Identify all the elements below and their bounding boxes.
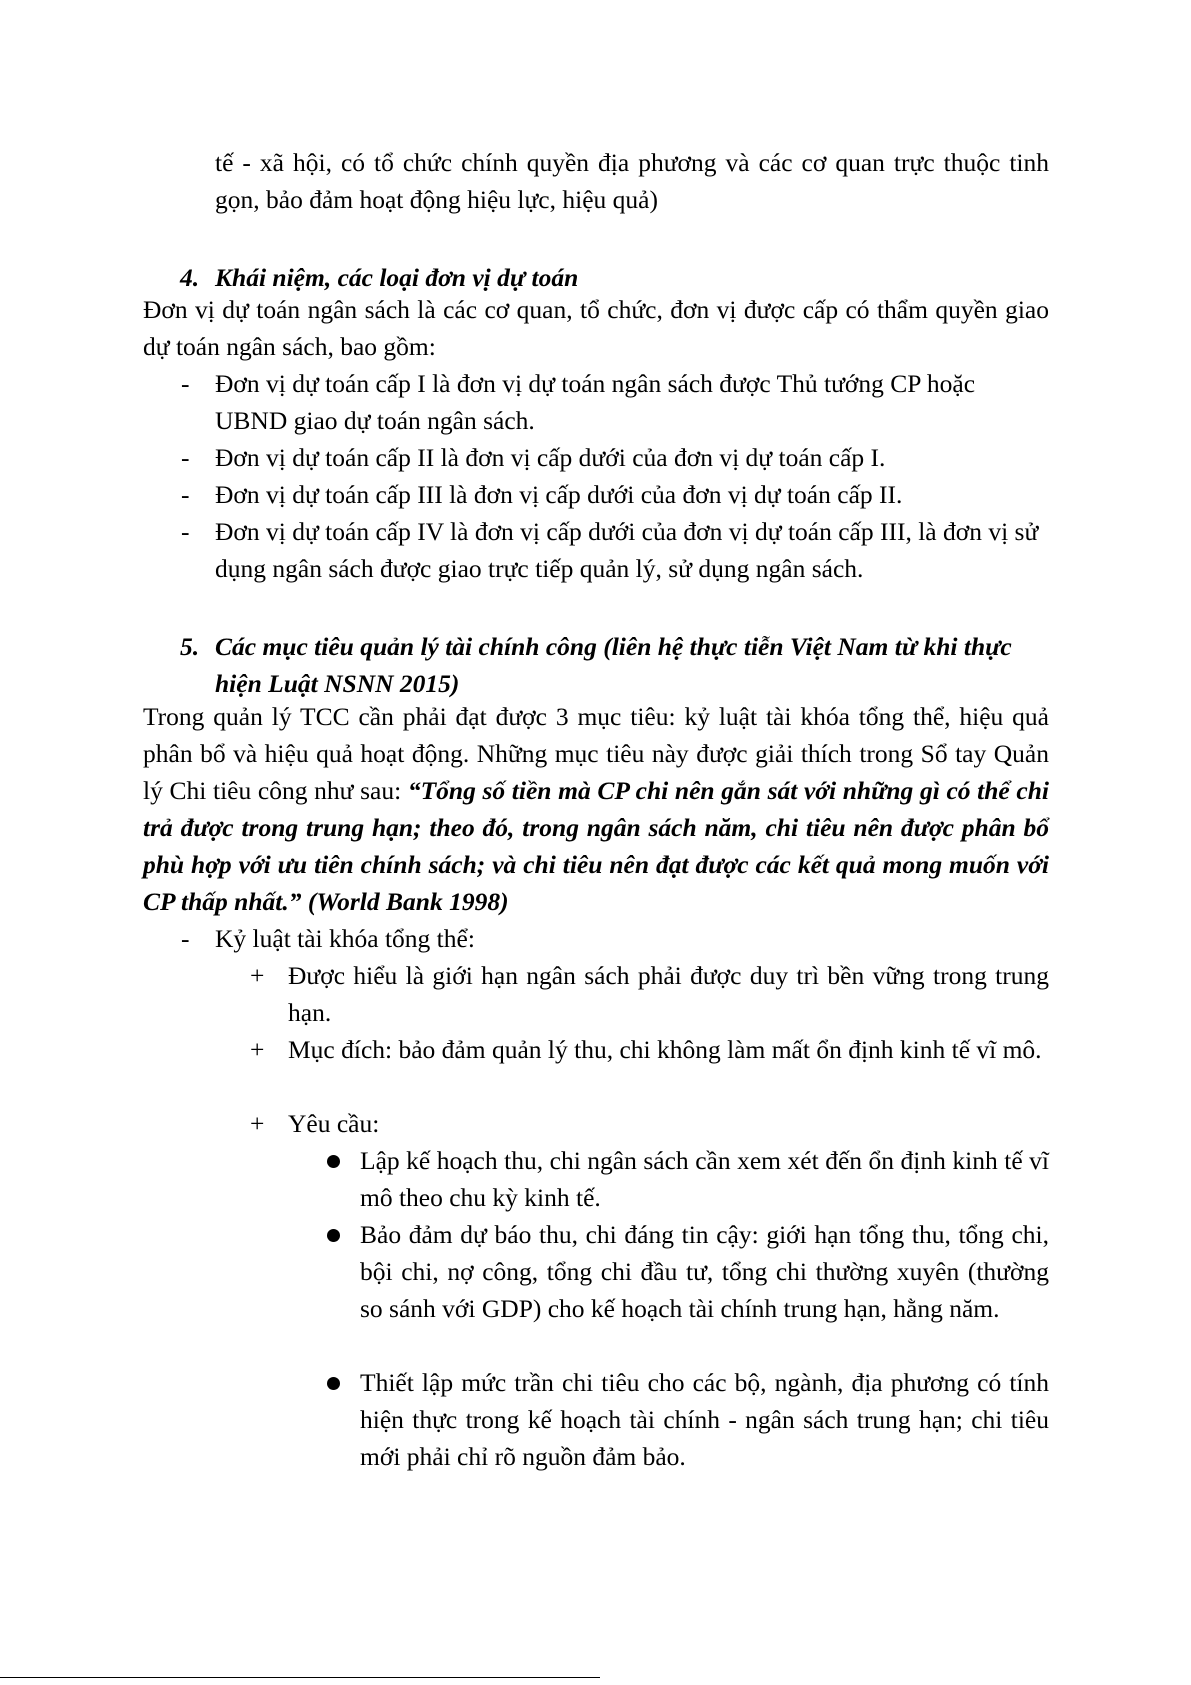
bullet-dot-icon (327, 1377, 340, 1390)
list-marker-plus: + (250, 1035, 265, 1064)
continuation-paragraph: tế - xã hội, có tổ chức chính quyền địa phương và các cơ quan trực thuộc tinh gọn, bảo đảm hoạt động hiệu lực, hiệu quả) (215, 148, 1049, 214)
list-marker-dash: - (181, 480, 190, 509)
section-4-title: Khái niệm, các loại đơn vị dự toán (215, 263, 579, 292)
world-bank-quote: “Tổng số tiền mà CP chi nên gắn sát với những gì có thể chi trả được trong trung hạn; theo đó, trong ngân sách năm, chi tiêu nên được phân bổ phù hợp với ưu tiên chính sách; và chi tiêu nên đạt được các kết quả mong muốn với CP thấp nhất.” (World Bank 1998) (143, 776, 1049, 916)
section-5-intro (143, 698, 1049, 920)
subsection-title: Kỷ luật tài khóa tổng thể: (215, 924, 475, 953)
list-item: Đơn vị dự toán cấp III là đơn vị cấp dưới của đơn vị dự toán cấp II. (215, 480, 903, 509)
list-marker-dash: - (181, 369, 190, 398)
bullet-dot-icon (327, 1229, 340, 1242)
list-marker-dash: - (181, 443, 190, 472)
list-marker-dash: - (181, 517, 190, 546)
requirement-item: Thiết lập mức trần chi tiêu cho các bộ, ngành, địa phương có tính hiện thực trong kế hoạch tài chính - ngân sách trung hạn; chi tiêu mới phải chỉ rõ nguồn đảm bảo. (360, 1368, 1049, 1471)
list-item: Đơn vị dự toán cấp I là đơn vị dự toán ngân sách được Thủ tướng CP hoặc UBND giao dự toán ngân sách. (215, 369, 976, 435)
section-4-intro: Đơn vị dự toán ngân sách là các cơ quan, tổ chức, đơn vị được cấp có thẩm quyền giao dự toán ngân sách, bao gồm: (143, 295, 1049, 361)
section-5-number: 5. (180, 632, 200, 661)
requirement-item: Lập kế hoạch thu, chi ngân sách cần xem xét đến ổn định kinh tế vĩ mô theo chu kỳ kinh tế. (360, 1146, 1049, 1212)
plus-item-definition: Được hiểu là giới hạn ngân sách phải được duy trì bền vững trong trung hạn. (288, 961, 1049, 1027)
intro-plain-text: Trong quản lý TCC cần phải đạt được 3 mục tiêu: kỷ luật tài khóa tổng thể, hiệu quả phân bổ và hiệu quả hoạt động. Những mục tiêu này được giải thích trong Sổ tay Quản lý Chi tiêu công như sau: (143, 702, 1049, 805)
section-5-title: Các mục tiêu quản lý tài chính công (liên hệ thực tiễn Việt Nam từ khi thực hiện Luật NSNN 2015) (215, 632, 1012, 698)
list-marker-dash: - (181, 924, 190, 953)
plus-item-requirements: Yêu cầu: (288, 1109, 380, 1138)
list-marker-plus: + (250, 961, 265, 990)
bullet-dot-icon (327, 1155, 340, 1168)
section-4-number: 4. (180, 263, 200, 292)
plus-item-purpose: Mục đích: bảo đảm quản lý thu, chi không làm mất ổn định kinh tế vĩ mô. (288, 1035, 1042, 1064)
list-marker-plus: + (250, 1109, 265, 1138)
requirement-item: Bảo đảm dự báo thu, chi đáng tin cậy: giới hạn tổng thu, tổng chi, bội chi, nợ công, tổng chi đầu tư, tổng chi thường xuyên (thường so sánh với GDP) cho kế hoạch tài chính trung hạn, hằng năm. (360, 1220, 1049, 1323)
list-item: Đơn vị dự toán cấp IV là đơn vị cấp dưới của đơn vị dự toán cấp III, là đơn vị sử dụng ngân sách được giao trực tiếp quản lý, sử dụng ngân sách. (215, 517, 1039, 583)
list-item: Đơn vị dự toán cấp II là đơn vị cấp dưới của đơn vị dự toán cấp I. (215, 443, 886, 472)
footer-rule (0, 1677, 600, 1678)
